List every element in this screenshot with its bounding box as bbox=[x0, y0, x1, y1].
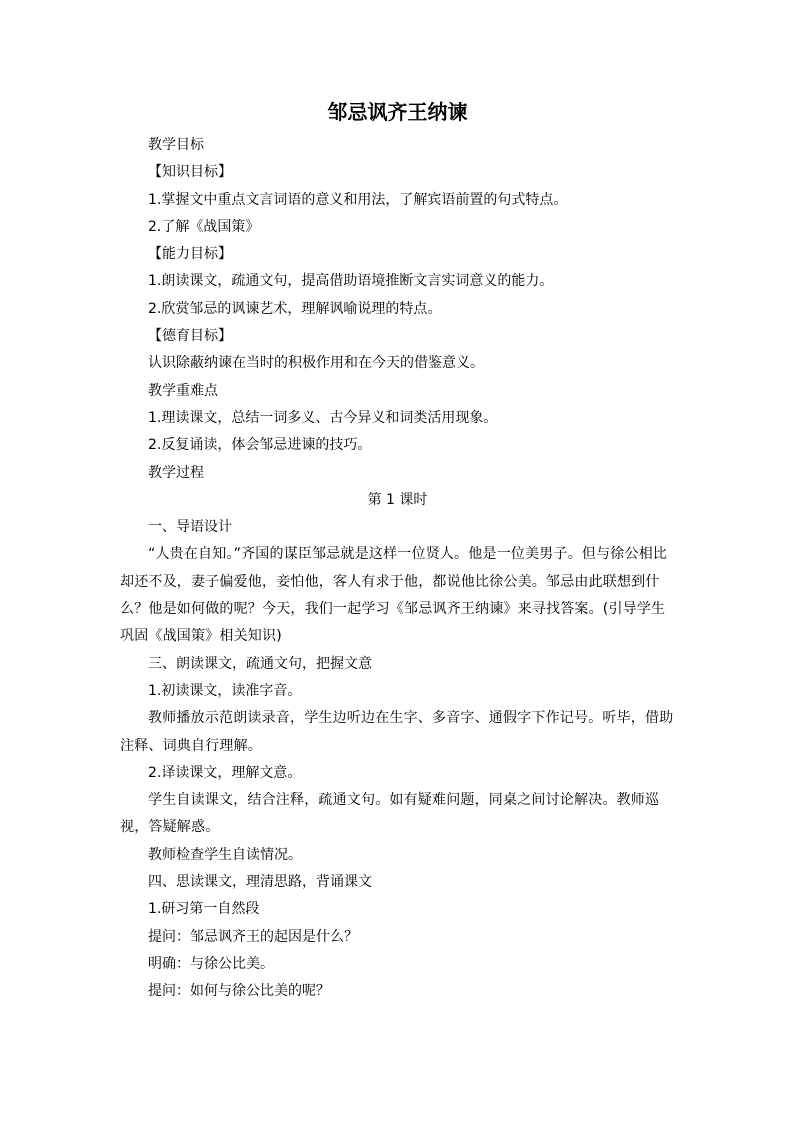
text-line: 1.掌握文中重点文言词语的意义和用法，了解宾语前置的句式特点。 bbox=[148, 191, 568, 208]
text-line: 四、思读课文，理清思路，背诵课文 bbox=[148, 874, 372, 891]
text-line: 教学过程 bbox=[148, 464, 204, 481]
document-body bbox=[120, 98, 675, 1006]
text-line: 提问：如何与徐公比美的呢？ bbox=[148, 983, 330, 1000]
text-line: 提问：邹忌讽齐王的起因是什么？ bbox=[148, 928, 358, 945]
text-line: 2.译读课文，理解文意。 bbox=[148, 764, 302, 781]
text-line: 教学重难点 bbox=[148, 382, 218, 399]
text-line: 1.朗读课文，疏通文句，提高借助语境推断文言实词意义的能力。 bbox=[148, 273, 554, 290]
document-lines bbox=[120, 132, 675, 1006]
text-line: 【德育目标】 bbox=[148, 328, 232, 345]
text-line: 认识除蔽纳谏在当时的积极作用和在今天的借鉴意义。 bbox=[148, 355, 484, 372]
text-line: 一、导语设计 bbox=[148, 519, 232, 536]
text-line: 2.反复诵读，体会邹忌进谏的技巧。 bbox=[148, 437, 372, 454]
text-line: 1.研习第一自然段 bbox=[148, 901, 260, 918]
text-line: 教师检查学生自读情况。 bbox=[148, 846, 302, 863]
text-line: 明确：与徐公比美。 bbox=[148, 955, 274, 972]
body-paragraph: 教师播放示范朗读录音，学生边听边在生字、多音字、通假字下作记号。听毕，借助注释、词典自行理解。 bbox=[120, 710, 674, 754]
text-line: 三、朗读课文，疏通文句，把握文意 bbox=[148, 655, 372, 672]
lesson-period-heading: 第 1 课时 bbox=[367, 491, 428, 508]
text-line: 1.初读课文，读准字音。 bbox=[148, 682, 302, 699]
text-line: 教学目标 bbox=[148, 137, 204, 153]
text-line: 【知识目标】 bbox=[148, 164, 232, 181]
body-paragraph: 学生自读课文，结合注释，疏通文句。如有疑难问题，同桌之间讨论解决。教师巡视，答疑解惑。 bbox=[120, 792, 660, 836]
text-line: 2.欣赏邹忌的讽谏艺术，理解讽喻说理的特点。 bbox=[148, 300, 442, 317]
text-line: 2.了解《战国策》 bbox=[148, 218, 260, 235]
body-paragraph: “人贵在自知。”齐国的谋臣邹忌就是这样一位贤人。他是一位美男子。但与徐公相比却还不及，妻子偏爱他，妾怕他，客人有求于他，都说他比徐公美。邹忌由此联想到什么？他是如何做的呢？今天，我们一起学习《邹忌讽齐王纳谏》来寻找答案。(引导学生巩固《战国策》相关知识) bbox=[120, 546, 668, 645]
text-line: 【能力目标】 bbox=[148, 246, 232, 263]
text-line: 1.理读课文，总结一词多义、古今异义和词类活用现象。 bbox=[148, 409, 498, 426]
document-title: 邹忌讽齐王纳谏 bbox=[327, 100, 468, 124]
